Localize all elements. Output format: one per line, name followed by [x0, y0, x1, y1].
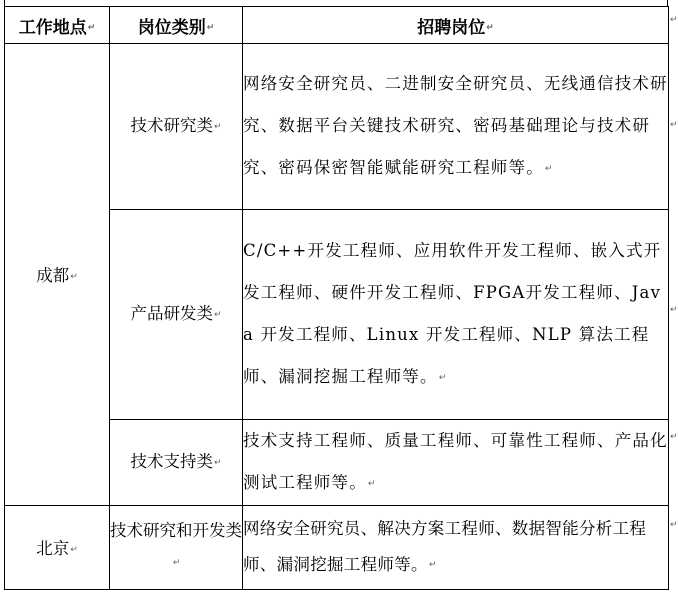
cell-end-mark: ↵: [172, 558, 181, 569]
row-end-mark: ↵: [670, 15, 678, 25]
category-cell: 产品研发类↵: [110, 210, 243, 420]
category-cell: 技术研究类↵: [110, 44, 243, 210]
cell-end-mark: ↵: [70, 271, 78, 282]
row-end-mark: ↵: [670, 120, 678, 130]
recruitment-table: [4, 6, 669, 590]
header-recruiting-positions: 招聘岗位↵: [243, 7, 669, 44]
row-end-mark: ↵: [670, 520, 678, 530]
cell-end-mark: ↵: [367, 478, 377, 489]
category-cell: 技术研究和开发类↵: [110, 505, 243, 589]
cell-end-mark: ↵: [87, 23, 96, 33]
table-header-row: [5, 7, 669, 44]
header-work-location: 工作地点↵: [5, 7, 110, 44]
table-row: [5, 44, 669, 210]
positions-cell: 网络安全研究员、解决方案工程师、数据智能分析工程师、漏洞挖掘工程师等。↵: [243, 505, 669, 589]
cell-end-mark: ↵: [213, 121, 222, 132]
cell-end-mark: ↵: [70, 544, 78, 555]
location-cell-chengdu: 成都↵: [5, 44, 110, 506]
cell-end-mark: ↵: [544, 163, 554, 174]
cell-end-mark: ↵: [213, 309, 222, 320]
location-cell-beijing: 北京↵: [5, 505, 110, 589]
table-row: [5, 505, 669, 589]
cell-end-mark: ↵: [428, 560, 437, 571]
cell-end-mark: ↵: [213, 457, 222, 468]
category-cell: 技术支持类↵: [110, 420, 243, 506]
row-end-mark: ↵: [670, 432, 678, 442]
positions-cell: 网络安全研究员、二进制安全研究员、无线通信技术研究、数据平台关键技术研究、密码基础理论与技术研究、密码保密智能赋能研究工程师等。↵: [243, 44, 669, 210]
cell-end-mark: ↵: [206, 23, 215, 33]
cell-end-mark: ↵: [486, 23, 494, 33]
positions-cell: C/C++开发工程师、应用软件开发工程师、嵌入式开发工程师、硬件开发工程师、FPGA开发工程师、Java 开发工程师、Linux 开发工程师、NLP 算法工程师、漏洞挖掘工程师等。↵: [243, 210, 669, 420]
header-position-category: 岗位类别↵: [110, 7, 243, 44]
positions-cell: 技术支持工程师、质量工程师、可靠性工程师、产品化测试工程师等。↵: [243, 420, 669, 506]
cell-end-mark: ↵: [438, 372, 448, 383]
row-end-mark: ↵: [670, 305, 678, 315]
